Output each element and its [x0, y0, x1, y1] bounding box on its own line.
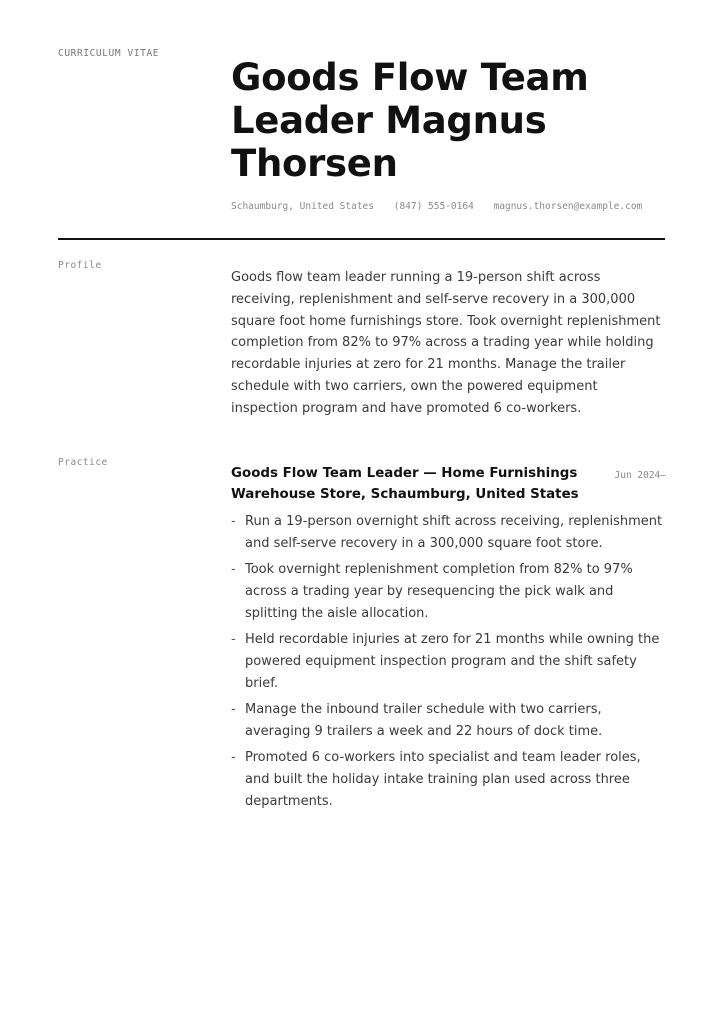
bullet-text: Manage the inbound trailer schedule with two carriers, averaging 9 trailers a week and 22 hours of dock time.: [245, 701, 603, 739]
list-item: [231, 559, 663, 624]
list-item: [231, 699, 663, 743]
bullet-text: Held recordable injuries at zero for 21 months while owning the powered equipment inspection program and the shift safety brief.: [245, 631, 660, 691]
bullet-text: Took overnight replenishment completion from 82% to 97% across a trading year by resequencing the pick walk and splitting the aisle allocation.: [245, 562, 633, 621]
bullet-dash: -: [231, 631, 236, 647]
contact-line: [231, 201, 656, 212]
job-bullet-list: [231, 511, 663, 817]
header-divider: [58, 238, 665, 240]
bullet-dash: -: [231, 562, 236, 578]
bullet-text: Promoted 6 co-workers into specialist and team leader roles, and built the holiday intake training plan used across three departments.: [245, 749, 641, 809]
profile-section-label: Profile: [58, 260, 102, 271]
job-date: Jun 2024–: [614, 470, 666, 481]
job-title: Goods Flow Team Leader — Home Furnishings Warehouse Store, Schaumburg, United States: [231, 466, 579, 502]
list-item: [231, 629, 663, 694]
bullet-dash: -: [231, 514, 236, 529]
bullet-dash: -: [231, 701, 236, 717]
list-item: [231, 747, 663, 812]
list-item: [231, 511, 663, 555]
contact-phone: (847) 555-0164: [393, 201, 474, 212]
document-eyebrow: CURRICULUM VITAE: [58, 48, 160, 59]
bullet-text: Run a 19-person overnight shift across receiving, replenishment and self-serve recovery in a 300,000 square foot store.: [245, 514, 663, 551]
contact-email[interactable]: magnus.thorsen@example.com: [493, 201, 643, 212]
bullet-dash: -: [231, 749, 236, 765]
candidate-name: Goods Flow Team Leader Magnus Thorsen: [231, 56, 589, 185]
profile-summary: Goods flow team leader running a 19-person shift across receiving, replenishment and self-serve recovery in a 300,000 square foot home furnishings store. Took overnight replenishment completion from 82% to 97% across a trading year while holding recordable injuries at zero for 21 months. Manage the trailer schedule with two carriers, own the powered equipment inspection program and have promoted 6 co-workers.: [231, 270, 661, 416]
practice-section-label: Practice: [58, 457, 108, 468]
contact-location: Schaumburg, United States: [231, 201, 374, 212]
